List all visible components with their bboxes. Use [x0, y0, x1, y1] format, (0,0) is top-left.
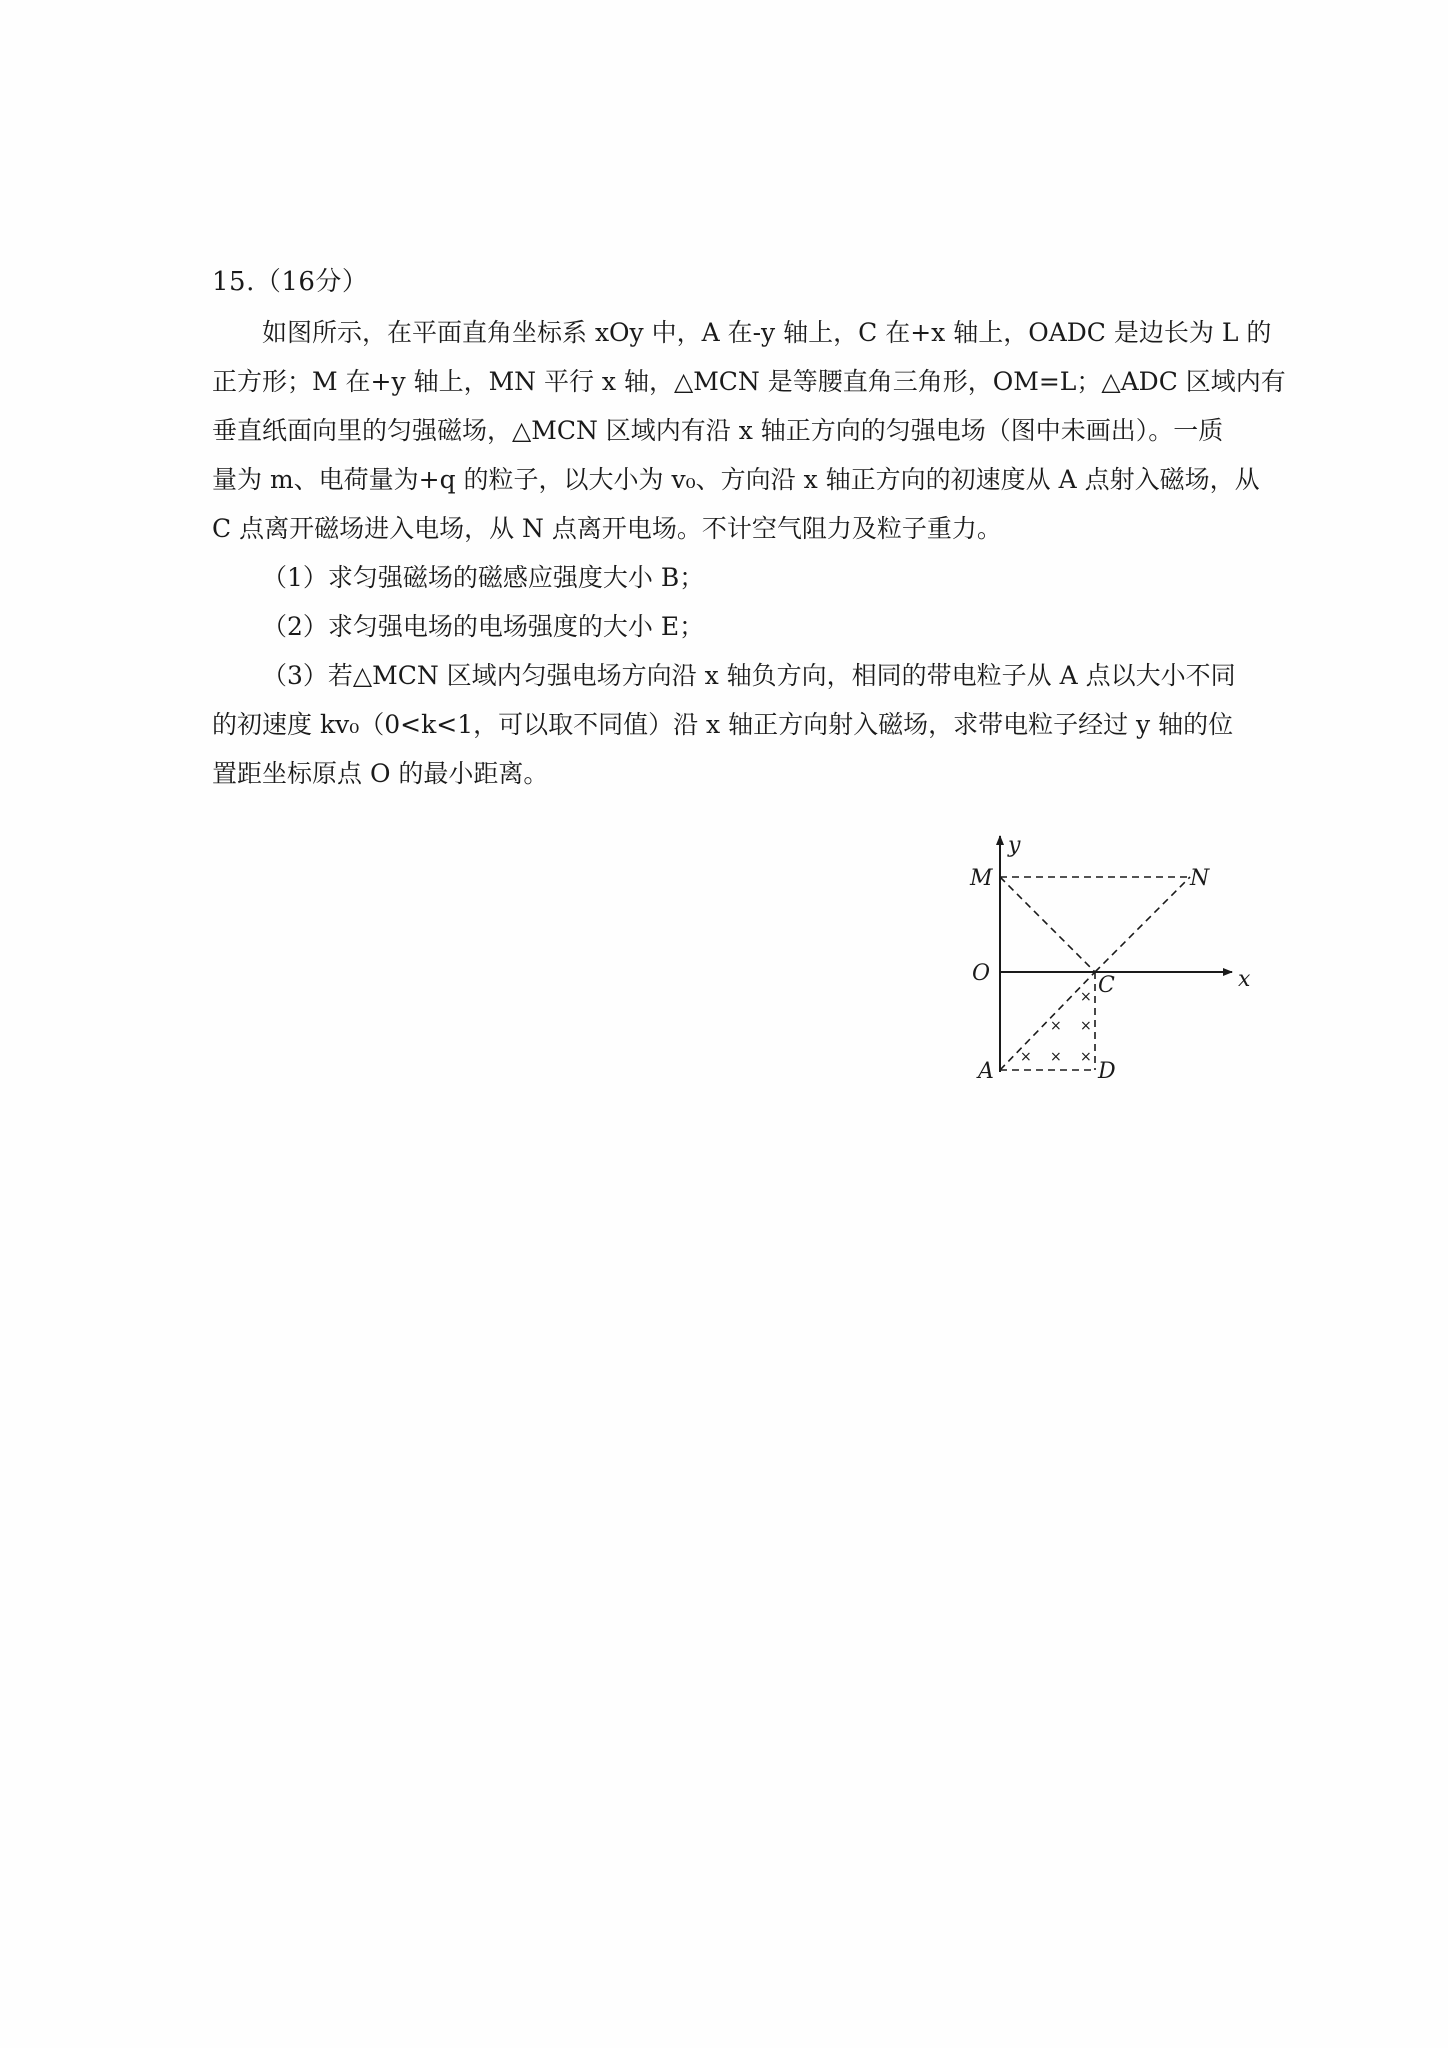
label-x: x — [1238, 967, 1251, 992]
field-cross: × — [1020, 1049, 1032, 1065]
label-O: O — [972, 961, 991, 986]
field-cross: × — [1050, 1018, 1062, 1034]
label-M: M — [970, 866, 993, 891]
question-text-line: 量为 m、电荷量为+q 的粒子，以大小为 v₀、方向沿 x 轴正方向的初速度从 A 点射入磁场，从 — [212, 465, 1260, 494]
sub-question-2: （2）求匀强电场的电场强度的大小 E； — [262, 612, 705, 641]
line-CN — [1095, 877, 1190, 972]
question-text-line: 垂直纸面向里的匀强磁场，△MCN 区域内有沿 x 轴正方向的匀强电场（图中未画出）。一质 — [212, 416, 1224, 445]
sub-question-3-continued: 的初速度 kv₀（0<k<1，可以取不同值）沿 x 轴正方向射入磁场，求带电粒子经过 y 轴的位 — [212, 710, 1234, 739]
question-header: 15.（16分） — [212, 267, 369, 297]
field-cross: × — [1080, 1018, 1092, 1034]
question-text-line: 正方形；M 在+y 轴上，MN 平行 x 轴，△MCN 是等腰直角三角形，OM=L；△ADC 区域内有 — [212, 367, 1286, 396]
field-cross: × — [1080, 1049, 1092, 1065]
field-cross: × — [1080, 989, 1092, 1005]
line-MC — [1000, 877, 1095, 972]
figure-svg — [950, 832, 1260, 1094]
question-text-line: C 点离开磁场进入电场，从 N 点离开电场。不计空气阻力及粒子重力。 — [212, 514, 1002, 543]
label-N: N — [1190, 866, 1210, 891]
coordinate-figure — [950, 832, 1260, 1094]
question-text-line: 如图所示，在平面直角坐标系 xOy 中，A 在-y 轴上，C 在+x 轴上，OADC 是边长为 L 的 — [262, 318, 1272, 347]
label-y: y — [1008, 833, 1021, 858]
question-15 — [212, 262, 1286, 798]
sub-question-1: （1）求匀强磁场的磁感应强度大小 B； — [262, 563, 705, 592]
label-D: D — [1098, 1059, 1116, 1084]
label-A: A — [978, 1059, 994, 1084]
label-C: C — [1098, 973, 1115, 998]
sub-question-3: （3）若△MCN 区域内匀强电场方向沿 x 轴负方向，相同的带电粒子从 A 点以大小不同 — [262, 661, 1236, 690]
field-cross: × — [1050, 1049, 1062, 1065]
sub-question-3-continued: 置距坐标原点 O 的最小距离。 — [212, 759, 549, 788]
